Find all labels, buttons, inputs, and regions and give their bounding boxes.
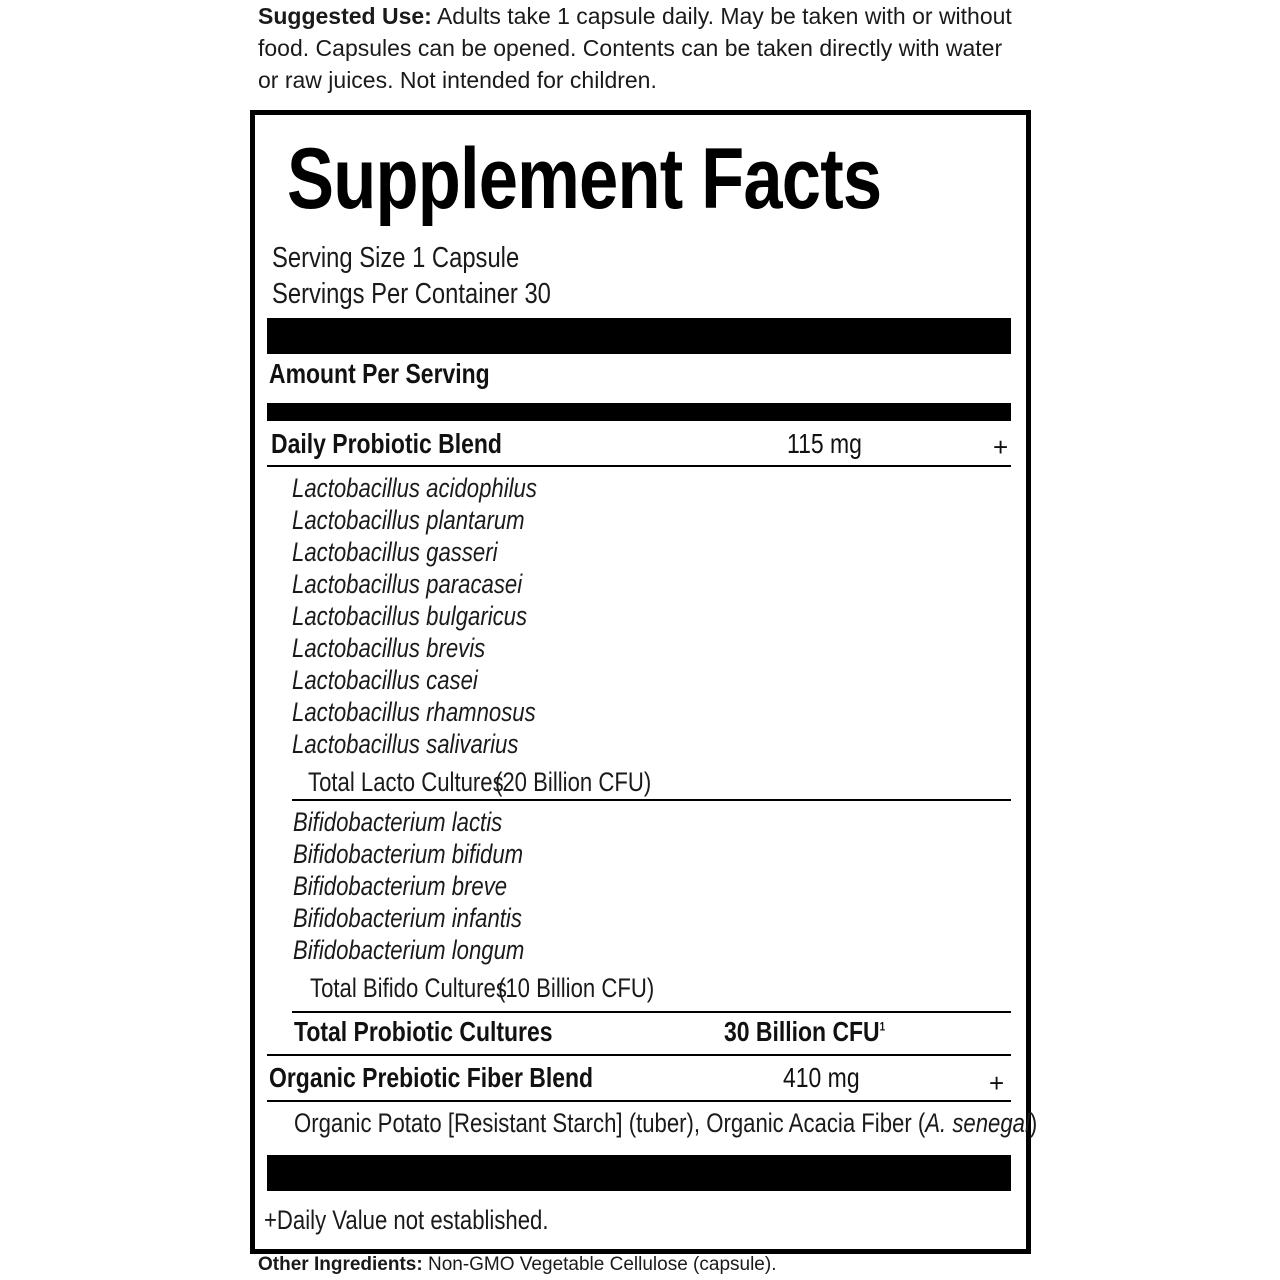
- serving-size-text: Serving Size 1 Capsule: [272, 242, 520, 274]
- prebiotic-blend-amount: [783, 1062, 876, 1094]
- strain-item: [292, 537, 543, 568]
- strain-item: [292, 569, 573, 600]
- strain-item: [293, 903, 572, 934]
- suggested-use: [258, 0, 1028, 96]
- strain-item: [292, 729, 568, 760]
- strain-text: Lactobacillus plantarum: [292, 505, 525, 535]
- prebiotic-ingredients-text: Organic Potato [Resistant Starch] (tuber), Organic Acacia Fiber (: [294, 1108, 926, 1138]
- probiotic-blend-amount: [787, 428, 878, 460]
- suggested-use-text-1: Adults take 1 capsule daily. May be taken with or without: [431, 3, 1012, 29]
- probiotic-blend-amount-text: 115 mg: [787, 428, 862, 459]
- thick-divider-3: [267, 1155, 1011, 1191]
- total-probiotic-amount-text: 30 Billion CFU: [724, 1016, 880, 1047]
- strain-item: [292, 505, 576, 536]
- strain-text: Lactobacillus bulgaricus: [292, 601, 528, 631]
- footnote-marker: 1: [879, 1019, 886, 1034]
- prebiotic-ingredients-end: ): [1029, 1108, 1038, 1138]
- thick-divider-2: [267, 403, 1011, 421]
- prebiotic-ingredients-italic: A. senegal: [925, 1108, 1030, 1138]
- prebiotic-blend-amount-text: 410 mg: [783, 1062, 860, 1093]
- strain-item: [292, 697, 589, 728]
- strain-text: Bifidobacterium breve: [293, 871, 508, 901]
- other-ingredients-label: Other Ingredients:: [258, 1254, 423, 1275]
- strain-text: Lactobacillus rhamnosus: [292, 697, 536, 727]
- strain-text: Lactobacillus gasseri: [292, 537, 498, 567]
- total-bifido-cfu: [498, 973, 689, 1004]
- suggested-use-label: Suggested Use:: [258, 3, 432, 29]
- total-bifido-label: Total Bifido Cultures: [310, 973, 507, 1003]
- probiotic-blend-dv: +: [993, 432, 1009, 462]
- amount-per-serving: [269, 358, 538, 390]
- footnote-text: +Daily Value not established.: [264, 1205, 549, 1235]
- prebiotic-blend-name-text: Organic Prebiotic Fiber Blend: [269, 1062, 594, 1093]
- panel-title: [287, 130, 1012, 229]
- suggested-use-line-2: food. Capsules can be opened. Contents can be taken directly with water: [258, 35, 1003, 61]
- total-probiotic-amount: [724, 1016, 920, 1048]
- strain-text: Lactobacillus paracasei: [292, 569, 523, 599]
- rule-2: [292, 799, 1011, 801]
- total-bifido-cfu-text: (10 Billion CFU): [498, 973, 655, 1003]
- prebiotic-blend-name: [269, 1062, 664, 1094]
- strain-item: [293, 839, 574, 870]
- strain-text: Bifidobacterium longum: [293, 935, 525, 965]
- panel-title-text: Supplement Facts: [287, 131, 882, 227]
- suggested-use-line-3: or raw juices. Not intended for children.: [258, 67, 657, 93]
- total-probiotic-name-text: Total Probiotic Cultures: [294, 1016, 553, 1047]
- strain-text: Lactobacillus salivarius: [292, 729, 519, 759]
- strain-text: Lactobacillus brevis: [292, 633, 486, 663]
- prebiotic-blend-dv: +: [989, 1068, 1005, 1098]
- total-probiotic-name: [294, 1016, 609, 1048]
- strain-text: Bifidobacterium bifidum: [293, 839, 524, 869]
- other-ingredients: [258, 1254, 776, 1276]
- probiotic-blend-name-text: Daily Probiotic Blend: [271, 428, 502, 459]
- probiotic-blend-name: [271, 428, 553, 460]
- suggested-use-line-1: [258, 0, 1028, 32]
- servings-per-container-text: Servings Per Container 30: [272, 278, 551, 310]
- strain-text: Bifidobacterium lactis: [293, 807, 503, 837]
- thick-divider-1: [267, 318, 1011, 354]
- strain-item: [292, 473, 591, 504]
- footnote: [264, 1205, 611, 1236]
- strain-item: [292, 633, 528, 664]
- strain-item: [293, 935, 575, 966]
- rule-4: [267, 1054, 1011, 1056]
- strain-text: Lactobacillus acidophilus: [292, 473, 537, 503]
- rule-1: [267, 465, 1011, 467]
- strain-item: [292, 601, 579, 632]
- prebiotic-ingredients: [294, 1108, 1200, 1139]
- strain-item: [293, 871, 554, 902]
- strain-item: [293, 807, 548, 838]
- other-ingredients-text: Non-GMO Vegetable Cellulose (capsule).: [422, 1254, 777, 1275]
- rule-5: [267, 1100, 1011, 1102]
- strain-text: Bifidobacterium infantis: [293, 903, 522, 933]
- total-lacto-label: Total Lacto Cultures: [308, 767, 504, 797]
- strain-text: Lactobacillus casei: [292, 665, 478, 695]
- strain-item: [292, 665, 519, 696]
- amount-per-serving-text: Amount Per Serving: [269, 358, 490, 389]
- rule-3: [292, 1011, 1011, 1013]
- total-lacto-cfu-text: (20 Billion CFU): [495, 767, 652, 797]
- serving-size: [272, 242, 573, 275]
- servings-per-container: [272, 278, 612, 311]
- total-lacto-cfu: [495, 767, 686, 798]
